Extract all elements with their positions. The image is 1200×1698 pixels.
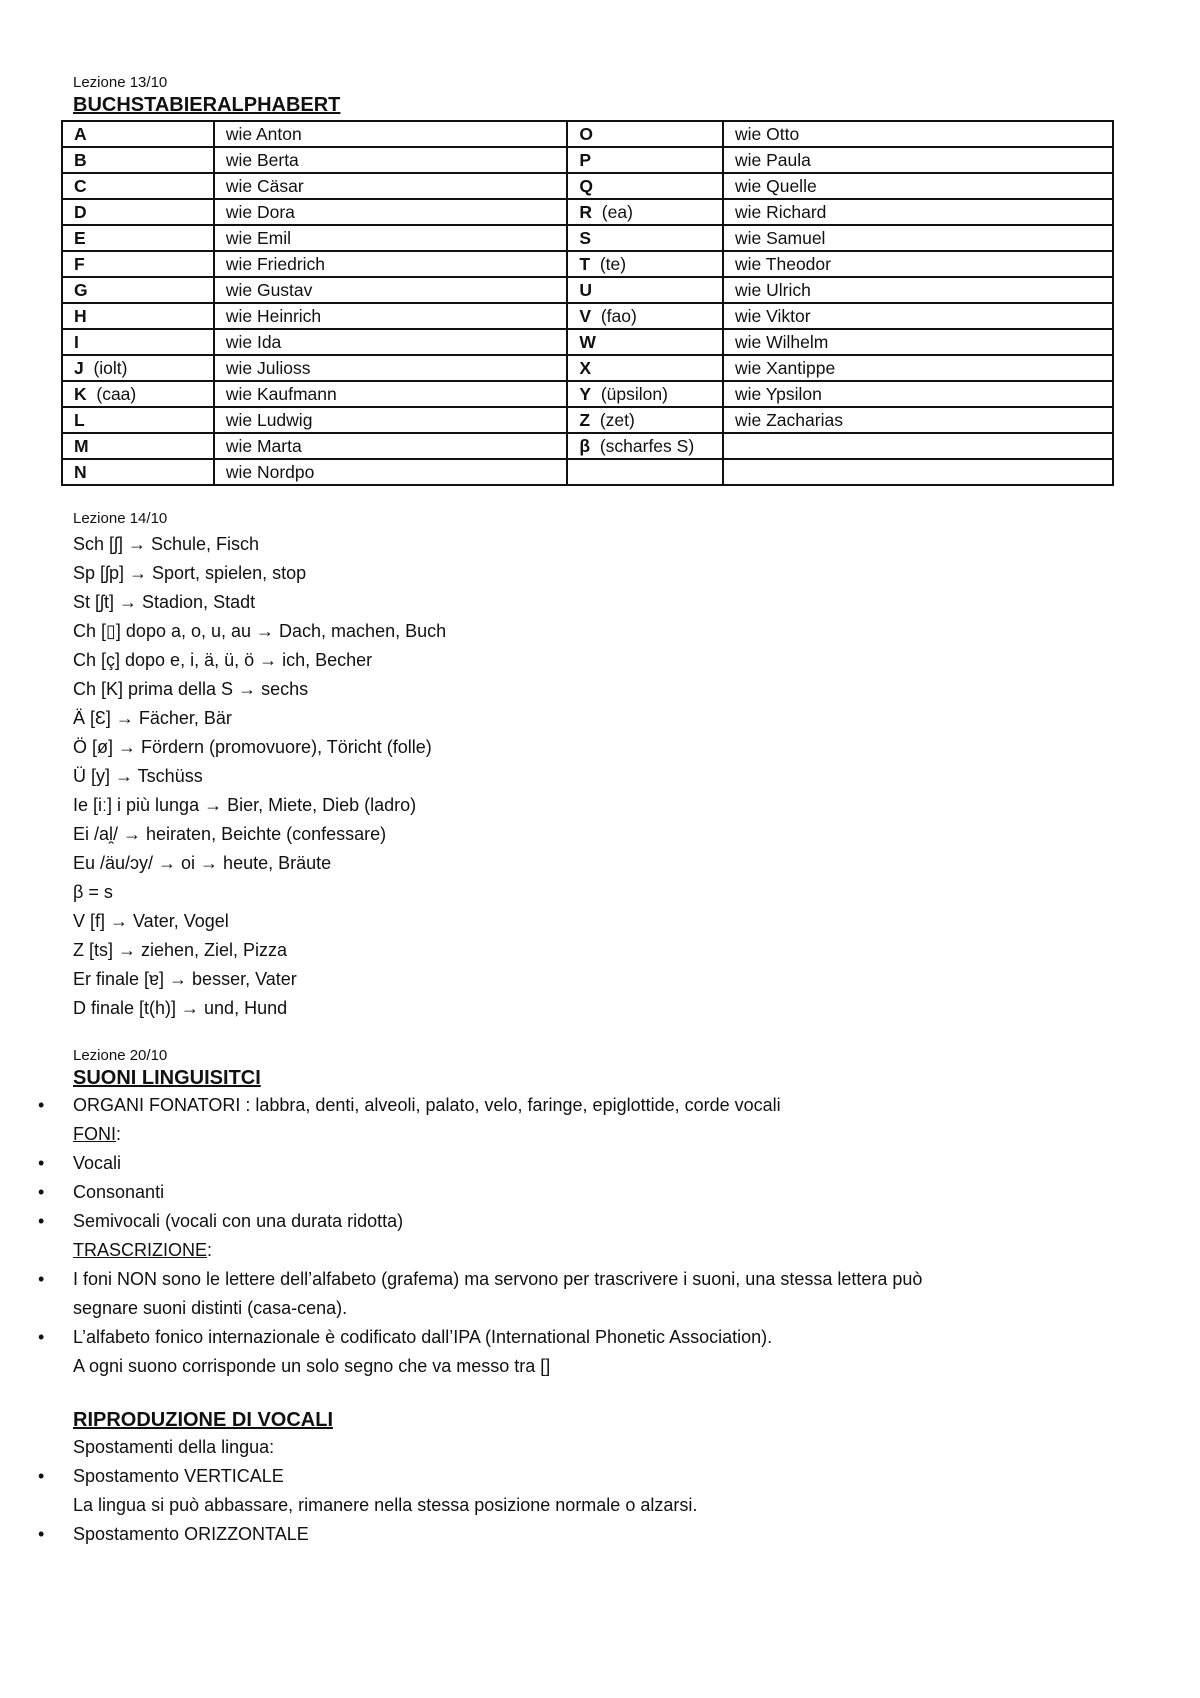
rule-line: D finale [t(h)] → und, Hund [73, 998, 288, 1018]
word-cell: wie Heinrich [214, 303, 568, 329]
letter-note: (iolt) [93, 358, 128, 378]
letter-cell [567, 277, 723, 303]
letter-note: (fao) [600, 306, 637, 326]
item-text: Vocali [73, 1153, 122, 1173]
item-text-continued: La lingua si può abbassare, rimanere nella stessa posizione normale o alzarsi. [73, 1495, 698, 1515]
list-item: • ORGANI FONATORI : labbra, denti, alveoli, palato, velo, faringe, epiglottide, corde vocali [73, 1091, 1133, 1120]
rule-line: Ch [K] prima della S → sechs [73, 679, 309, 699]
word-cell: wie Otto [723, 121, 1113, 147]
letter-cell [567, 329, 723, 355]
letter: J [74, 358, 84, 378]
letter-cell [567, 251, 723, 277]
rule-line: Ä [Ɛ] → Fächer, Bär [73, 708, 232, 728]
table-row [62, 277, 1113, 303]
letter-cell [62, 355, 214, 381]
letter: H [74, 306, 87, 326]
bullet-icon: • [38, 1269, 45, 1289]
letter-cell [567, 173, 723, 199]
word-cell: wie Ypsilon [723, 381, 1113, 407]
letter-cell [567, 121, 723, 147]
table-row [62, 407, 1113, 433]
letter-cell [62, 407, 214, 433]
section-title: SUONI LINGUISITCI [73, 1067, 261, 1089]
letter: β [579, 436, 591, 456]
table-row [62, 303, 1113, 329]
word-cell: wie Wilhelm [723, 329, 1113, 355]
list-item [38, 1207, 1133, 1236]
rule-line: Ö [ø] → Fördern (promovuore), Töricht (folle) [73, 737, 432, 757]
lesson-date: Lezione 13/10 [73, 74, 168, 91]
letter-cell [62, 459, 214, 485]
item-text-continued: segnare suoni distinti (casa-cena). [73, 1298, 348, 1318]
letter: S [579, 228, 592, 248]
letter: M [74, 436, 89, 456]
word-cell: wie Nordpo [214, 459, 568, 485]
letter-cell [62, 381, 214, 407]
word-cell: wie Berta [214, 147, 568, 173]
lesson-date: Lezione 20/10 [73, 1047, 168, 1064]
letter: T [579, 254, 591, 274]
rule-line: Eu /äu/ɔy/ → oi → heute, Bräute [73, 853, 332, 873]
rule-line: β = s [73, 882, 113, 902]
spelling-alphabet-table [61, 120, 1114, 486]
bullet-icon: • [38, 1095, 45, 1115]
bullet-icon: • [38, 1211, 45, 1231]
word-cell: wie Friedrich [214, 251, 568, 277]
word-cell: wie Samuel [723, 225, 1113, 251]
list-item [38, 1178, 1133, 1207]
word-cell: wie Dora [214, 199, 568, 225]
word-cell: wie Julioss [214, 355, 568, 381]
rule-line: Z [ts] → ziehen, Ziel, Pizza [73, 940, 288, 960]
letter-cell [62, 433, 214, 459]
word-cell [723, 433, 1113, 459]
letter: G [74, 280, 88, 300]
rule-line: Er finale [ɐ] → besser, Vater [73, 969, 297, 989]
word-cell: wie Marta [214, 433, 568, 459]
letter-note: (zet) [599, 410, 635, 430]
letter-cell [62, 277, 214, 303]
letter: U [579, 280, 593, 300]
section-intro: Spostamenti della lingua: [73, 1437, 275, 1457]
letter-cell [567, 303, 723, 329]
letter: W [579, 332, 596, 352]
rule-line: Sch [ʃ] → Schule, Fisch [73, 534, 260, 554]
letter: O [579, 124, 594, 144]
list-item [38, 1520, 1133, 1549]
letter-cell [567, 459, 723, 485]
word-cell: wie Kaufmann [214, 381, 568, 407]
letter: I [74, 332, 79, 352]
item-text: I foni NON sono le lettere dell’alfabeto (grafema) ma servono per trascrivere i suoni, una stessa lettera può [73, 1269, 923, 1289]
letter: K [74, 384, 87, 404]
word-cell: wie Viktor [723, 303, 1113, 329]
table-row [62, 147, 1113, 173]
letter-cell [62, 199, 214, 225]
word-cell: wie Zacharias [723, 407, 1113, 433]
letter-cell [567, 433, 723, 459]
letter-cell [62, 329, 214, 355]
vocali-list [38, 1462, 1133, 1549]
rule-line: St [ʃt] → Stadion, Stadt [73, 592, 256, 612]
letter-cell [62, 173, 214, 199]
letter-note: (caa) [96, 384, 137, 404]
letter: D [74, 202, 87, 222]
letter: P [579, 150, 592, 170]
word-cell: wie Ludwig [214, 407, 568, 433]
organi-list [38, 1091, 1133, 1120]
table-row [62, 251, 1113, 277]
letter: N [74, 462, 87, 482]
word-cell: wie Quelle [723, 173, 1113, 199]
letter-cell [62, 147, 214, 173]
word-cell: wie Ulrich [723, 277, 1113, 303]
letter-cell [567, 225, 723, 251]
table-body [62, 121, 1113, 485]
rule-line: Ch [▯] dopo a, o, u, au → Dach, machen, Buch [73, 621, 447, 641]
rule-line: Ch [ç] dopo e, i, ä, ü, ö → ich, Becher [73, 650, 373, 670]
table-row [62, 355, 1113, 381]
letter-note: (te) [599, 254, 627, 274]
word-cell: wie Emil [214, 225, 568, 251]
item-text: Spostamento ORIZZONTALE [73, 1524, 309, 1544]
section-title: BUCHSTABIERALPHABERT [73, 94, 341, 116]
word-cell: wie Cäsar [214, 173, 568, 199]
letter: A [74, 124, 87, 144]
table-row [62, 121, 1113, 147]
bullet-icon: • [38, 1466, 45, 1486]
rule-line: Ü [y] → Tschüss [73, 766, 203, 786]
letter: F [74, 254, 85, 274]
pronunciation-rules [73, 530, 1133, 1023]
letter-cell [62, 251, 214, 277]
letter: V [579, 306, 592, 326]
letter: C [74, 176, 87, 196]
table-row [62, 329, 1113, 355]
letter-note: (scharfes S) [599, 436, 695, 456]
word-cell: wie Anton [214, 121, 568, 147]
item-text: Semivocali (vocali con una durata ridotta) [73, 1211, 404, 1231]
bullet-icon: • [38, 1182, 45, 1202]
lesson-date: Lezione 14/10 [73, 510, 168, 527]
table-row [62, 433, 1113, 459]
word-cell: wie Ida [214, 329, 568, 355]
letter-note: (ea) [601, 202, 633, 222]
table-row [62, 199, 1113, 225]
word-cell [723, 459, 1113, 485]
letter-cell [567, 407, 723, 433]
trascrizione-label: TRASCRIZIONE: [73, 1240, 213, 1260]
letter: R [579, 202, 593, 222]
bullet-icon: • [38, 1153, 45, 1173]
bullet-icon: • [38, 1327, 45, 1347]
letter: Q [579, 176, 594, 196]
rule-line: Ie [iː] i più lunga → Bier, Miete, Dieb (ladro) [73, 795, 417, 815]
letter: Y [579, 384, 592, 404]
rule-line: Ei /al̯/ → heiraten, Beichte (confessare) [73, 824, 387, 844]
letter-cell [62, 303, 214, 329]
letter: X [579, 358, 592, 378]
letter-cell [567, 199, 723, 225]
word-cell: wie Xantippe [723, 355, 1113, 381]
foni-list [38, 1149, 1133, 1236]
rule-line: Sp [ʃp] → Sport, spielen, stop [73, 563, 307, 583]
letter-cell [567, 381, 723, 407]
item-text: Spostamento VERTICALE [73, 1466, 284, 1486]
letter-cell [567, 355, 723, 381]
rule-line: V [f] → Vater, Vogel [73, 911, 229, 931]
letter-note: (üpsilon) [600, 384, 668, 404]
bullet-icon: • [38, 1524, 45, 1544]
letter: Z [579, 410, 591, 430]
word-cell: wie Gustav [214, 277, 568, 303]
item-text: Consonanti [73, 1182, 165, 1202]
item-text-continued: A ogni suono corrisponde un solo segno che va messo tra [] [73, 1356, 551, 1376]
word-cell: wie Richard [723, 199, 1113, 225]
table-row [62, 173, 1113, 199]
list-item [38, 1149, 1133, 1178]
letter: E [74, 228, 86, 248]
list-item [38, 1323, 1133, 1381]
item-text: L’alfabeto fonico internazionale è codificato dall’IPA (International Phonetic Association). [73, 1327, 773, 1347]
table-row [62, 459, 1113, 485]
list-item [38, 1462, 1133, 1520]
letter: L [74, 410, 85, 430]
letter-cell [567, 147, 723, 173]
trascrizione-list [38, 1265, 1133, 1381]
letter-cell [62, 225, 214, 251]
table-row [62, 381, 1113, 407]
letter: B [74, 150, 87, 170]
foni-label: FONI: [73, 1124, 122, 1144]
word-cell: wie Theodor [723, 251, 1113, 277]
section-title: RIPRODUZIONE DI VOCALI [73, 1409, 334, 1431]
word-cell: wie Paula [723, 147, 1113, 173]
table-row [62, 225, 1113, 251]
list-item [38, 1265, 1133, 1323]
document-page [38, 74, 1133, 1549]
letter-cell [62, 121, 214, 147]
